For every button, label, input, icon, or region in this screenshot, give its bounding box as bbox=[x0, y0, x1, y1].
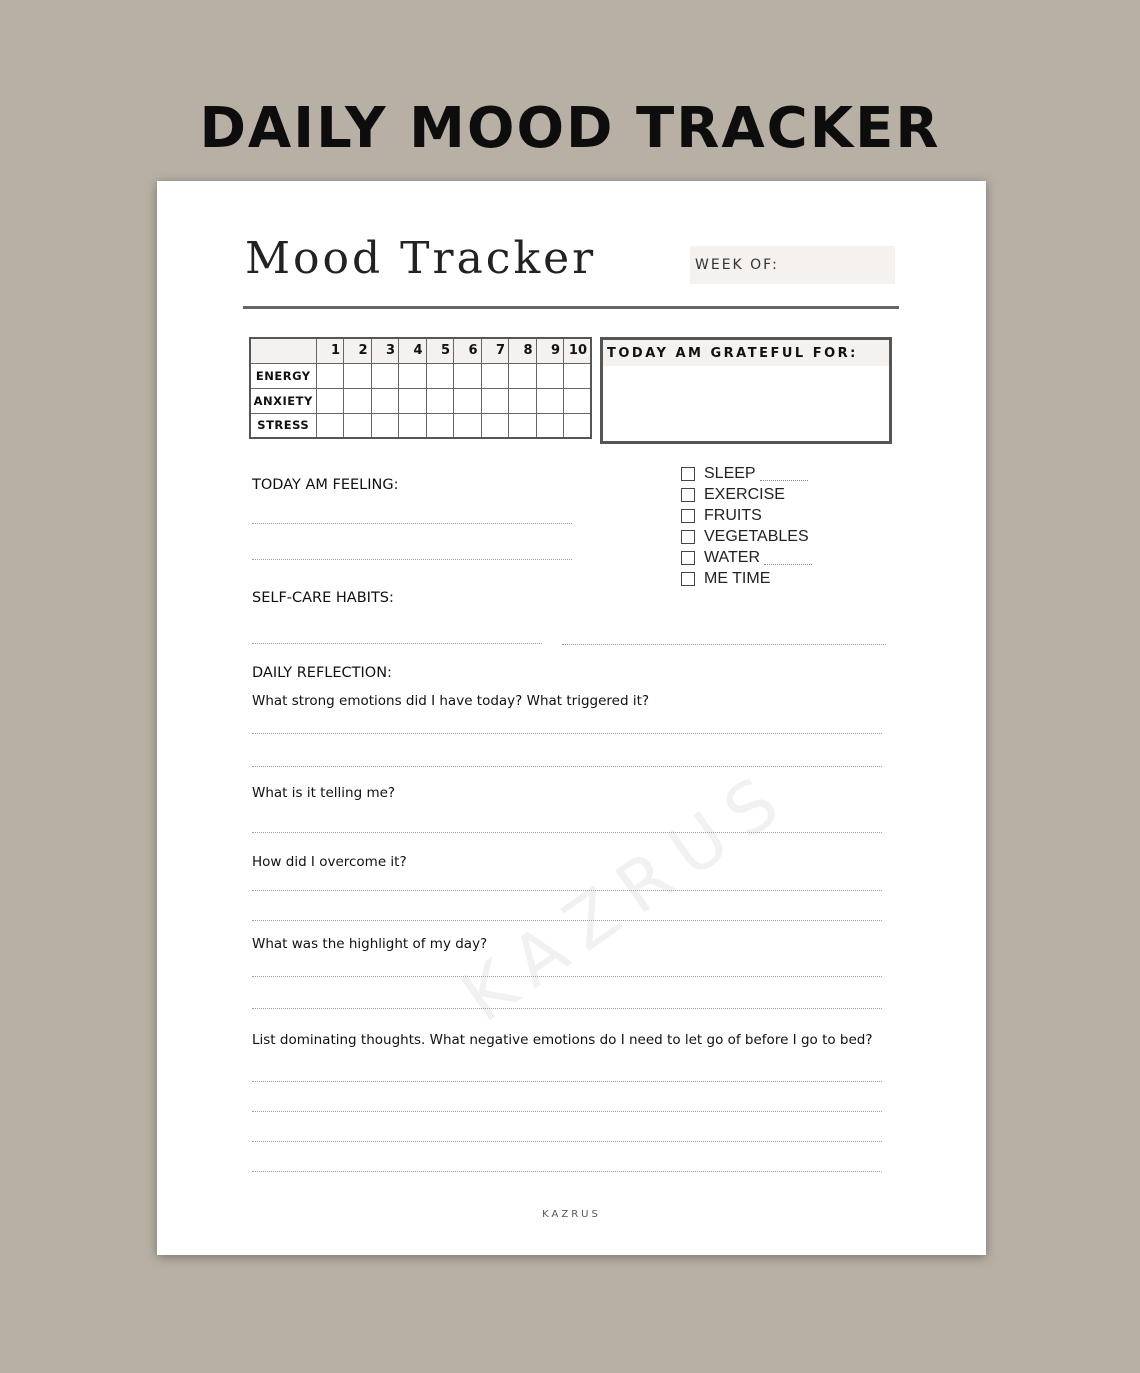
rating-col-6: 6 bbox=[454, 338, 482, 363]
answer-line[interactable] bbox=[252, 733, 882, 734]
rating-col-10: 10 bbox=[564, 338, 592, 363]
rating-row-label: STRESS bbox=[250, 413, 316, 438]
checkbox[interactable] bbox=[681, 509, 695, 523]
answer-line[interactable] bbox=[252, 766, 882, 767]
rating-row-stress bbox=[250, 413, 591, 438]
rating-row-energy bbox=[250, 363, 591, 388]
rating-cell[interactable] bbox=[316, 388, 344, 413]
rating-cell[interactable] bbox=[371, 413, 399, 438]
rating-cell[interactable] bbox=[536, 388, 564, 413]
rating-row-anxiety bbox=[250, 388, 591, 413]
reflection-question: List dominating thoughts. What negative emotions do I need to let go of before I go to bed? bbox=[252, 1032, 873, 1048]
rating-cell[interactable] bbox=[426, 413, 454, 438]
checkbox[interactable] bbox=[681, 551, 695, 565]
week-of-label: WEEK OF: bbox=[695, 257, 779, 273]
rating-cell[interactable] bbox=[454, 413, 482, 438]
checklist-label: ME TIME bbox=[704, 569, 771, 587]
rating-cell[interactable] bbox=[564, 363, 592, 388]
feeling-label: TODAY AM FEELING: bbox=[252, 477, 399, 493]
rating-row-label: ENERGY bbox=[250, 363, 316, 388]
rating-col-2: 2 bbox=[344, 338, 372, 363]
feeling-line[interactable] bbox=[252, 559, 572, 560]
week-of-field[interactable] bbox=[690, 246, 895, 284]
checklist-item-vegetables[interactable] bbox=[681, 526, 812, 547]
water-dots[interactable] bbox=[764, 551, 812, 565]
reflection-question: What is it telling me? bbox=[252, 785, 396, 801]
rating-cell[interactable] bbox=[399, 413, 427, 438]
habit-checklist bbox=[681, 463, 812, 589]
rating-cell[interactable] bbox=[399, 388, 427, 413]
rating-col-7: 7 bbox=[481, 338, 509, 363]
rating-cell[interactable] bbox=[399, 363, 427, 388]
rating-cell[interactable] bbox=[454, 363, 482, 388]
rating-header-row bbox=[250, 338, 591, 363]
reflection-label: DAILY REFLECTION: bbox=[252, 665, 392, 681]
tracker-sheet bbox=[157, 181, 986, 1255]
rating-cell[interactable] bbox=[426, 363, 454, 388]
rating-col-1: 1 bbox=[316, 338, 344, 363]
footer-brand: KAZRUS bbox=[542, 1209, 601, 1220]
rating-col-3: 3 bbox=[371, 338, 399, 363]
header-divider bbox=[243, 306, 899, 309]
grateful-label: TODAY AM GRATEFUL FOR: bbox=[607, 346, 858, 361]
checklist-item-me-time[interactable] bbox=[681, 568, 812, 589]
mood-rating-grid bbox=[249, 337, 592, 439]
selfcare-line[interactable] bbox=[252, 643, 542, 644]
rating-cell[interactable] bbox=[509, 363, 537, 388]
checklist-label: VEGETABLES bbox=[704, 527, 809, 545]
rating-cell[interactable] bbox=[564, 388, 592, 413]
answer-line[interactable] bbox=[252, 1008, 882, 1009]
rating-cell[interactable] bbox=[481, 388, 509, 413]
checkbox[interactable] bbox=[681, 467, 695, 481]
rating-cell[interactable] bbox=[316, 413, 344, 438]
checklist-label: SLEEP bbox=[704, 464, 756, 482]
rating-cell[interactable] bbox=[344, 413, 372, 438]
rating-col-8: 8 bbox=[509, 338, 537, 363]
checklist-label: WATER bbox=[704, 548, 760, 566]
reflection-question: What strong emotions did I have today? What triggered it? bbox=[252, 693, 650, 709]
selfcare-line[interactable] bbox=[562, 644, 886, 645]
rating-cell[interactable] bbox=[536, 413, 564, 438]
banner-title: DAILY MOOD TRACKER bbox=[199, 96, 941, 161]
rating-cell[interactable] bbox=[426, 388, 454, 413]
checklist-label: EXERCISE bbox=[704, 485, 785, 503]
rating-cell[interactable] bbox=[564, 413, 592, 438]
rating-corner-cell bbox=[250, 338, 316, 363]
rating-row-label: ANXIETY bbox=[250, 388, 316, 413]
answer-line[interactable] bbox=[252, 1141, 882, 1142]
rating-cell[interactable] bbox=[344, 363, 372, 388]
reflection-question: What was the highlight of my day? bbox=[252, 936, 488, 952]
checkbox[interactable] bbox=[681, 572, 695, 586]
rating-cell[interactable] bbox=[536, 363, 564, 388]
sleep-dots[interactable] bbox=[760, 467, 808, 481]
checklist-item-water[interactable] bbox=[681, 547, 812, 568]
rating-cell[interactable] bbox=[454, 388, 482, 413]
rating-cell[interactable] bbox=[509, 413, 537, 438]
checkbox[interactable] bbox=[681, 530, 695, 544]
rating-cell[interactable] bbox=[371, 388, 399, 413]
checklist-item-sleep[interactable] bbox=[681, 463, 812, 484]
grateful-header bbox=[603, 340, 889, 366]
rating-cell[interactable] bbox=[344, 388, 372, 413]
sheet-title: Mood Tracker bbox=[245, 233, 597, 284]
rating-col-5: 5 bbox=[426, 338, 454, 363]
reflection-question: How did I overcome it? bbox=[252, 854, 407, 870]
feeling-line[interactable] bbox=[252, 523, 572, 524]
checklist-label: FRUITS bbox=[704, 506, 762, 524]
rating-cell[interactable] bbox=[509, 388, 537, 413]
answer-line[interactable] bbox=[252, 1081, 882, 1082]
answer-line[interactable] bbox=[252, 1171, 882, 1172]
rating-cell[interactable] bbox=[481, 363, 509, 388]
rating-cell[interactable] bbox=[481, 413, 509, 438]
rating-cell[interactable] bbox=[371, 363, 399, 388]
rating-col-4: 4 bbox=[399, 338, 427, 363]
selfcare-label: SELF-CARE HABITS: bbox=[252, 590, 394, 606]
grateful-box[interactable] bbox=[600, 337, 892, 444]
watermark: KAZRUS bbox=[447, 752, 806, 1039]
rating-col-9: 9 bbox=[536, 338, 564, 363]
checklist-item-fruits[interactable] bbox=[681, 505, 812, 526]
checkbox[interactable] bbox=[681, 488, 695, 502]
checklist-item-exercise[interactable] bbox=[681, 484, 812, 505]
answer-line[interactable] bbox=[252, 1111, 882, 1112]
rating-cell[interactable] bbox=[316, 363, 344, 388]
